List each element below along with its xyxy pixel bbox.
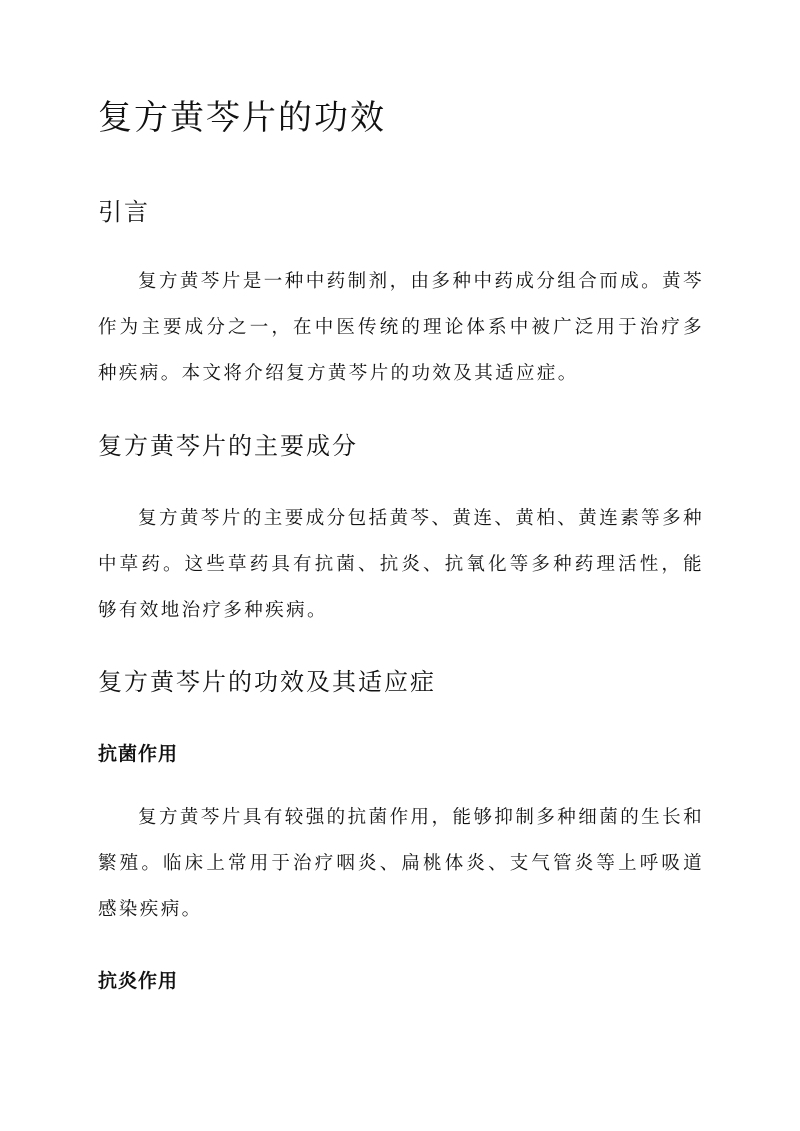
paragraph-antibacterial: 复方黄芩片具有较强的抗菌作用，能够抑制多种细菌的生长和繁殖。临床上常用于治疗咽炎、扁桃体炎、支气管炎等上呼吸道感染疾病。 [98,807,704,920]
section-heading-ingredients: 复方黄芩片的主要成分 [98,432,358,460]
section-heading-intro: 引言 [98,198,150,226]
subsection-heading-antibacterial: 抗菌作用 [98,743,179,765]
section-heading-efficacy: 复方黄芩片的功效及其适应症 [98,668,436,696]
subsection-heading-anti-inflammatory: 抗炎作用 [98,970,179,992]
paragraph-ingredients: 复方黄芩片的主要成分包括黄芩、黄连、黄柏、黄连素等多种中草药。这些草药具有抗菌、抗炎、抗氧化等多种药理活性，能够有效地治疗多种疾病。 [98,508,704,621]
document-title: 复方黄芩片的功效 [98,98,386,138]
paragraph-intro: 复方黄芩片是一种中药制剂，由多种中药成分组合而成。黄芩作为主要成分之一，在中医传统的理论体系中被广泛用于治疗多种疾病。本文将介绍复方黄芩片的功效及其适应症。 [98,271,704,384]
